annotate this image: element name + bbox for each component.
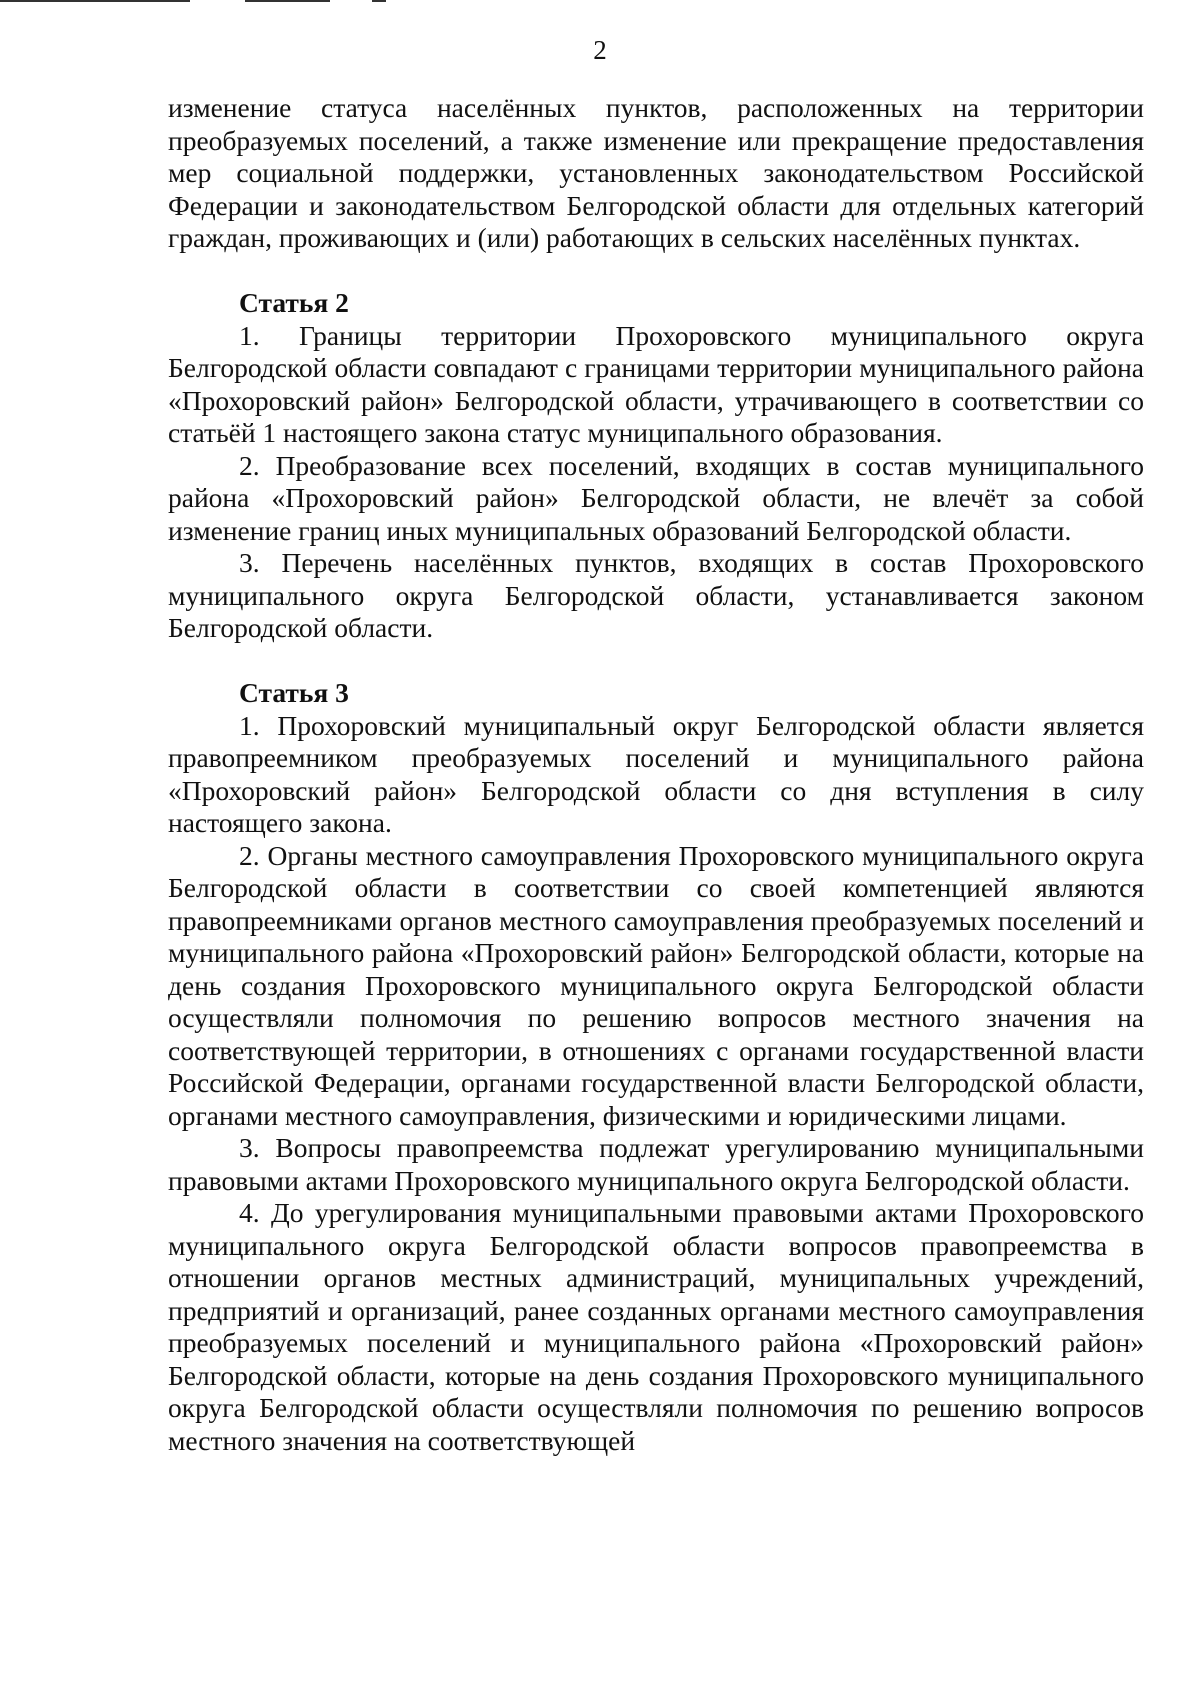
scan-edge-mark (245, 0, 330, 2)
article-heading: Статья 2 (239, 287, 349, 318)
article-paragraph: 4. До урегулирования муниципальными правовыми актами Прохоровского муниципального округа Белгородской области вопросов правопреемства в отношении органов местных администраций, муниципальных учреждений, предприятий и организаций, ранее созданных органами местного самоуправления преобразуемых поселений и муниципального района «Прохоровский район» Белгородской области, которые на день создания Прохоровского муниципального округа Белгородской области осуществляли полномочия по решению вопросов местного значения на соответствующей (168, 1197, 1144, 1456)
intro-paragraph: изменение статуса населённых пунктов, расположенных на территории преобразуемых поселений, а также изменение или прекращение предоставления мер социальной поддержки, установленных законодательством Российской Федерации и законодательством Белгородской области для отдельных категорий граждан, проживающих и (или) работающих в сельских населённых пунктах. (168, 92, 1144, 253)
document-body (168, 92, 1144, 1457)
article-paragraph: 3. Перечень населённых пунктов, входящих в состав Прохоровского муниципального округа Белгородской области, устанавливается законом Белгородской области. (168, 547, 1144, 643)
article-3 (168, 677, 1144, 1457)
article-paragraph: 1. Прохоровский муниципальный округ Белгородской области является правопреемником преобразуемых поселений и муниципального района «Прохоровский район» Белгородской области со дня вступления в силу настоящего закона. (168, 709, 1144, 838)
scan-edge-mark (372, 0, 386, 2)
article-paragraph: 1. Границы территории Прохоровского муниципального округа Белгородской области совпадают с границами территории муниципального района «Прохоровский район» Белгородской области, утрачивающего в соответствии со статьёй 1 настоящего закона статус муниципального образования. (168, 319, 1144, 448)
article-paragraph: 2. Органы местного самоуправления Прохоровского муниципального округа Белгородской области в соответствии со своей компетенцией являются правопреемниками органов местного самоуправления преобразуемых поселений и муниципального района «Прохоровский район» Белгородской области, которые на день создания Прохоровского муниципального округа Белгородской области осуществляли полномочия по решению вопросов местного значения на соответствующей территории, в отношениях с органами государственной власти Российской Федерации, органами государственной власти Белгородской области, органами местного самоуправления, физическими и юридическими лицами. (168, 839, 1144, 1131)
article-paragraph: 2. Преобразование всех поселений, входящих в состав муниципального района «Прохоровский район» Белгородской области, не влечёт за собой изменение границ иных муниципальных образований Белгородской области. (168, 449, 1144, 546)
article-paragraph: 3. Вопросы правопреемства подлежат урегулированию муниципальными правовыми актами Прохоровского муниципального округа Белгородской области. (168, 1132, 1144, 1196)
article-2 (168, 287, 1144, 645)
page-number: 2 (593, 35, 607, 65)
article-heading: Статья 3 (239, 677, 349, 708)
scan-edge-mark (0, 0, 190, 2)
